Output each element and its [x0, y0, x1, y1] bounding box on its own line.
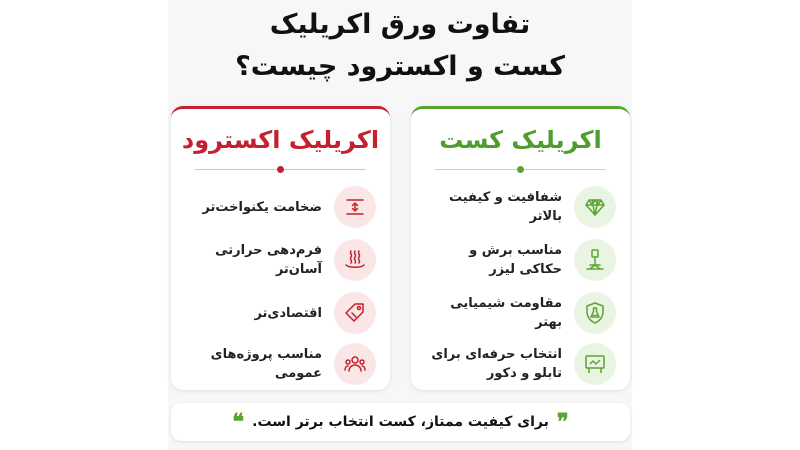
quote-close-icon: ❝ — [232, 409, 245, 435]
cast-card-divider — [435, 165, 606, 175]
quote-text: برای کیفیت ممتاز، کست انتخاب برتر است. — [252, 414, 549, 430]
extruded-item-label: اقتصادی‌تر — [254, 305, 322, 321]
cast-item-signage — [423, 341, 616, 387]
extruded-item-label: مناسب پروژه‌های عمومی — [210, 347, 322, 381]
cast-acrylic-card — [411, 106, 630, 390]
conclusion-quote — [171, 403, 630, 441]
right-margin-band — [632, 0, 800, 450]
signboard-icon — [574, 343, 616, 385]
cast-item-chemical — [423, 290, 616, 336]
price-tag-icon — [334, 292, 376, 334]
thickness-icon — [334, 186, 376, 228]
extruded-acrylic-card — [171, 106, 390, 390]
extruded-item-thickness — [183, 184, 376, 230]
extruded-item-thermoforming — [183, 237, 376, 283]
heat-icon — [334, 239, 376, 281]
cast-item-label: شفافیت و کیفیت بالاتر — [448, 190, 562, 224]
chemical-flask-shield-icon — [574, 292, 616, 334]
people-icon — [334, 343, 376, 385]
laser-icon — [574, 239, 616, 281]
cast-item-label: انتخاب حرفه‌ای برای تابلو و دکور — [431, 347, 562, 381]
left-margin-band — [0, 0, 168, 450]
extruded-item-economic — [183, 290, 376, 336]
cast-item-laser — [423, 237, 616, 283]
page-title — [168, 4, 632, 88]
diamond-icon — [574, 186, 616, 228]
extruded-item-label: فرم‌دهی حرارتی آسان‌تر — [215, 243, 322, 277]
title-line-2: کست و اکسترود چیست؟ — [235, 51, 565, 82]
title-line-1: تفاوت ورق اکریلیک — [269, 9, 531, 40]
cast-item-label: مناسب برش و حکاکی لیزر — [469, 243, 562, 277]
cast-card-heading: اکریلیک کست — [439, 126, 602, 154]
cast-item-label: مقاومت شیمیایی بهتر — [450, 296, 562, 330]
extruded-card-divider — [195, 165, 366, 175]
cast-item-transparency — [423, 184, 616, 230]
extruded-item-general-projects — [183, 341, 376, 387]
extruded-item-label: ضخامت یکنواخت‌تر — [202, 199, 322, 215]
quote-open-icon: ❞ — [556, 409, 569, 435]
extruded-card-heading: اکریلیک اکسترود — [181, 126, 380, 154]
